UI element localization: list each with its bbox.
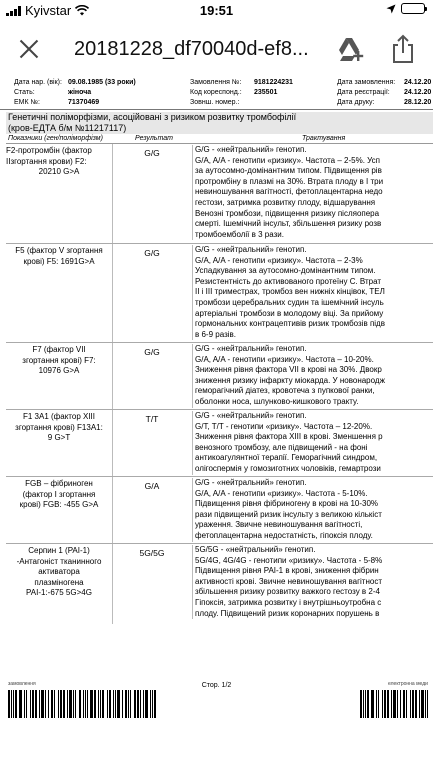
interpretation-line: Венозні тромбози, підвищення ризику післяопера xyxy=(195,208,380,218)
interpretation-line: Зниження рівня фактора VII в крові на 30%. Двокр xyxy=(195,365,382,375)
interpretation-line: антикоагулянтної терапії. Геморагічний синдром, xyxy=(195,453,378,463)
gene-line: FGB – фібриноген xyxy=(25,479,93,488)
share-icon[interactable] xyxy=(390,34,416,64)
section-title xyxy=(6,112,433,134)
footer-left-label: замовлення xyxy=(8,681,36,687)
table-row xyxy=(6,544,433,624)
gene-line: F1 3A1 (фактор XIII xyxy=(23,412,95,421)
gene-cell xyxy=(6,412,112,444)
meta-label: Код кореспонд.: xyxy=(190,89,242,96)
interpretation-line: G/G - «нейтральний» генотип. xyxy=(195,145,307,154)
interpretation-cell xyxy=(192,245,433,340)
interpretation-line: G/A, A/A - генотипи «ризику». Частота – 10-20%. xyxy=(195,354,374,364)
gene-line: -Антагоніст тканинного xyxy=(16,556,102,566)
interpretation-line: G/G - «нейтральний» генотип. xyxy=(195,411,307,420)
result-cell: G/G xyxy=(144,347,160,357)
interpretation-cell xyxy=(192,545,433,619)
interpretation-cell xyxy=(192,411,433,475)
gene-line: 20210 G>A xyxy=(38,167,80,176)
close-icon[interactable] xyxy=(16,36,42,62)
barcode-right xyxy=(360,690,431,718)
interpretation-line: G/G - «нейтральний» генотип. xyxy=(195,344,307,353)
interpretation-line: Зниження рівня фактора XIII в крові. Зменшення р xyxy=(195,432,383,442)
document-page[interactable] xyxy=(0,78,433,770)
meta-value: 28.12.20 xyxy=(404,99,432,106)
meta-label: Дата реєстрації: xyxy=(337,89,390,96)
viewer-header xyxy=(0,22,433,78)
result-cell: 5G/5G xyxy=(139,548,165,558)
meta-label: Стать: xyxy=(14,89,35,96)
interpretation-line: G/T, T/T - генотипи «ризику». Частота – 12-20%. xyxy=(195,421,373,431)
status-time: 19:51 xyxy=(199,3,234,18)
header-interpretation: Трактування xyxy=(302,135,346,142)
page-number: Стор. 1/2 xyxy=(201,682,232,689)
gene-line: Серпин 1 (PAI-1) xyxy=(28,546,90,555)
header-result: Результат xyxy=(135,135,173,142)
interpretation-line: Гіпоксія, затримка розвитку і внутрішньоутробна с xyxy=(195,597,382,607)
meta-label: Дата замовлення: xyxy=(337,79,396,86)
status-right xyxy=(386,3,425,14)
gene-line: плазміногена xyxy=(34,577,84,587)
meta-value: 24.12.20 xyxy=(404,79,432,86)
gene-line: згортання крові) F7: xyxy=(22,355,96,365)
interpretation-line: оболонки носа, шлунково-кишкового тракту. xyxy=(195,396,359,406)
interpretation-line: плоду. Підвищений ризик коронарних порушень в xyxy=(195,608,380,618)
gene-line: PAI-1:-675 5G>4G xyxy=(26,588,92,597)
status-bar xyxy=(0,0,433,22)
meta-row xyxy=(0,79,433,89)
interpretation-line: в 6-9 разів. xyxy=(195,329,236,339)
gene-cell xyxy=(6,345,112,377)
gene-line: 9 G>T xyxy=(47,433,71,442)
meta-row xyxy=(0,99,433,109)
result-cell: T/T xyxy=(145,414,159,424)
interpretation-cell xyxy=(192,478,433,542)
interpretation-line: гестози, затримка розвитку плоду, відшарування xyxy=(195,197,376,207)
table-row xyxy=(6,343,433,410)
header-gene: Показники (ген/поліморфізм) xyxy=(8,135,103,142)
interpretation-line: тромбоемболії в 3 рази. xyxy=(195,229,284,239)
add-to-drive-icon[interactable] xyxy=(337,36,365,62)
gene-line: F2-протромбін (фактор xyxy=(6,146,92,155)
interpretation-cell xyxy=(192,145,433,240)
interpretation-line: артеріальні тромбози в молодому віці. За прийому xyxy=(195,308,384,318)
interpretation-line: невиношування вагітності, фетоплацентарна недо xyxy=(195,187,383,197)
gene-line: F5 (фактор V згортання xyxy=(15,246,103,255)
gene-line: 10976 G>A xyxy=(38,366,80,375)
gene-line: крові) F5: 1691G>A xyxy=(23,256,95,266)
result-cell: G/G xyxy=(144,148,160,158)
table-row xyxy=(6,244,433,343)
meta-label: Дата друку: xyxy=(337,99,375,106)
section-title-line: (кров-ЕДТА б/м №11217117) xyxy=(8,123,127,133)
interpretation-line: Успадкування за аутосомно-домінантним типом. xyxy=(195,266,376,276)
interpretation-line: протромбіну в плазмі на 30%. Втрата плоду в І три xyxy=(195,176,384,186)
interpretation-line: G/G - «нейтральний» генотип. xyxy=(195,478,307,487)
interpretation-line: тромбози церебральних судин та ішемічний інсуль xyxy=(195,297,384,307)
result-cell: G/G xyxy=(144,248,160,258)
gene-cell xyxy=(6,479,112,511)
interpretation-line: за аутосомно-домінантним типом. Підвищення рів xyxy=(195,166,382,176)
interpretation-line: фетоплацентарна недостатність, гіпоксія плоду. xyxy=(195,530,373,540)
meta-label: Дата нар. (вік): xyxy=(14,79,62,86)
result-cell: G/A xyxy=(144,481,160,491)
interpretation-line: зниження ризику інфаркту міокарда. У новонародж xyxy=(195,375,385,385)
interpretation-line: 5G/5G - «нейтральний» генотип. xyxy=(195,545,316,554)
meta-value: 24.12.20 xyxy=(404,89,432,96)
interpretation-line: рази підвищений ризик інсульту з великою кількіст xyxy=(195,509,382,519)
interpretation-line: 5G/4G, 4G/4G - генотипи «ризику». Частота - 5-8% xyxy=(195,555,383,565)
interpretation-line: збільшення ризику розвитку важкого гестозу в 2-4 xyxy=(195,587,380,597)
meta-label: ЕМК №: xyxy=(14,99,40,106)
interpretation-line: геморагічний діатез, кровотеча з пупкової ранки, xyxy=(195,386,375,396)
gene-line: (фактор І згортання xyxy=(22,489,96,499)
table-header xyxy=(6,135,433,144)
meta-value: 09.08.1985 (33 роки) xyxy=(68,79,136,86)
interpretation-line: Підвищення рівня PAI-1 в крові, зниження фібрин xyxy=(195,566,379,576)
interpretation-line: ІІ і ІІІ триместрах, тромбоз вен нижніх кінцівок, ТЕЛ xyxy=(195,287,385,297)
interpretation-line: G/A, A/A - генотипи «ризику». Частота – 2-3% xyxy=(195,255,363,265)
gene-cell xyxy=(6,546,112,599)
gene-line: крові) FGB: -455 G>A xyxy=(19,500,99,509)
battery-icon xyxy=(401,3,425,14)
interpretation-line: активності крові. Звичне невиношування вагітност xyxy=(195,576,383,586)
footer-right-label: електронна меди xyxy=(388,681,428,687)
location-arrow-icon xyxy=(386,4,396,14)
meta-value: жіноча xyxy=(68,89,92,96)
patient-meta xyxy=(0,78,433,110)
interpretation-line: гормональних контрацептивів ризик тромбозів підв xyxy=(195,319,385,329)
interpretation-line: смерті. Ішемічний інсульт, збільшення ризику розв xyxy=(195,219,382,229)
table-row xyxy=(6,410,433,477)
gene-line: F7 (фактор VII xyxy=(32,345,86,354)
meta-value: 235501 xyxy=(254,89,278,96)
interpretation-line: олігоспермія у гомозиготних чоловіків, гемартрози xyxy=(195,463,381,473)
interpretation-line: G/A, A/A - генотипи «ризику». Частота – 2-5%. Усп xyxy=(195,155,381,165)
carrier-name: Kyivstar xyxy=(25,3,72,18)
interpretation-line: Підвищення рівня фібриногену в крові на 10-30% xyxy=(195,499,379,509)
interpretation-line: G/G - «нейтральний» генотип. xyxy=(195,245,307,254)
gene-line: активатора xyxy=(38,567,80,576)
barcode-left xyxy=(8,690,158,718)
document-title: 20181228_df70040d-ef8... xyxy=(74,38,309,60)
meta-value: 71370469 xyxy=(68,99,100,106)
gene-line: згортання крові) F13A1: xyxy=(15,422,103,432)
table-row xyxy=(6,144,433,244)
interpretation-cell xyxy=(192,344,433,408)
gene-cell xyxy=(6,246,112,267)
table-row xyxy=(6,477,433,544)
meta-label: Замовлення №: xyxy=(190,79,242,86)
interpretation-line: G/A, A/A - генотипи «ризику». Частота - 5-10%. xyxy=(195,488,368,498)
gene-line: ІІзгортання крови) F2: xyxy=(6,156,87,166)
interpretation-line: венозного тромбозу, але підвищений - на фоні xyxy=(195,442,368,452)
page-footer xyxy=(0,678,433,748)
meta-label: Зовнш. номер.: xyxy=(190,99,240,106)
meta-value: 9181224231 xyxy=(254,79,293,86)
interpretation-line: Резистентність до активованого протеїну С. Втрат xyxy=(195,276,382,286)
section-title-line: Генетичні поліморфізми, асоційовані з ризиком розвитку тромбофілії xyxy=(8,112,297,122)
gene-cell xyxy=(6,146,112,178)
interpretation-line: ураження. Звичне невиношування вагітності, xyxy=(195,520,363,530)
meta-row xyxy=(0,89,433,99)
